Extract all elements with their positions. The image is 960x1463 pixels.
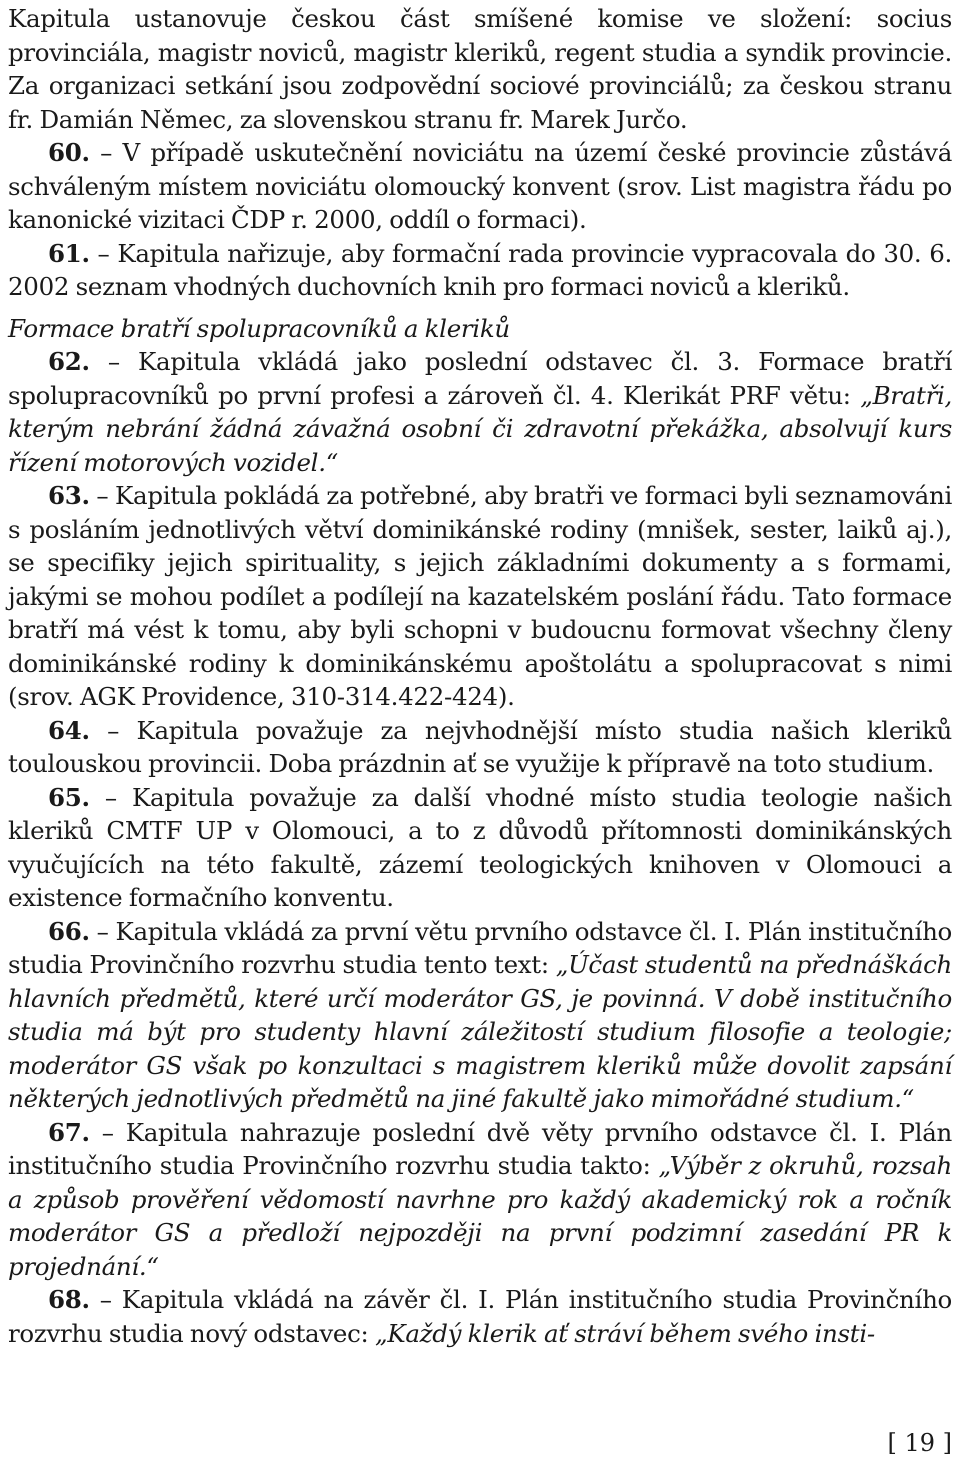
- paragraph-p68: [8, 1283, 952, 1350]
- paragraph-p63: [8, 479, 952, 714]
- paragraph-text: Formace bratří spolupracovníků a kleriků: [8, 313, 510, 343]
- paragraph-p60: [8, 136, 952, 237]
- paragraph-text: – Kapitula nahrazuje poslední dvě věty prvního odstavce čl. I. Plán institučního studia Provinčního rozvrhu studia takto:: [8, 1117, 952, 1180]
- page-number: [ 19 ]: [887, 1429, 952, 1457]
- paragraph-number: 65.: [48, 782, 90, 812]
- paragraph-p66: [8, 915, 952, 1116]
- paragraph-p67: [8, 1116, 952, 1284]
- paragraph-number: 68.: [48, 1285, 90, 1314]
- paragraph-text: – Kapitula vkládá na závěr čl. I. Plán institučního studia Provinčního rozvrhu studia nový odstavec:: [8, 1285, 952, 1348]
- paragraph-number: 64.: [48, 715, 90, 745]
- paragraph-p64: [8, 714, 952, 781]
- paragraph-text: – Kapitula pokládá za potřebné, aby bratři ve formaci byli seznamováni s posláním jednotlivých větví dominikánské rodiny (mnišek, sester, laiků aj.), se specifiky jejich spirituality, s jejich základními dokumenty a s formami, jakými se mohou podílet a podílejí na kazatelském poslání řádu. Tato formace bratří má vést k tomu, aby byli schopni v budoucnu formovat všechny členy dominikánské rodiny k dominikánskému apoštolátu a spolupracovat s nimi (srov. AGK Providence, 310-314.422-424).: [8, 481, 952, 711]
- paragraph-text: – Kapitula vkládá za první větu prvního odstavce čl. I. Plán institučního studia Provinčního rozvrhu studia tento text:: [8, 916, 952, 979]
- paragraph-p62: [8, 345, 952, 479]
- paragraph-p65: [8, 781, 952, 915]
- quoted-text: „Bratři, kterým nebrání žádná závažná osobní či zdravotní překážka, absolvují kurs řízení motorových vozidel.“: [8, 380, 952, 477]
- paragraph-number: 63.: [48, 481, 90, 510]
- quoted-text: „Výběr z okruhů, rozsah a způsob prověření vědomostí navrhne pro každý akademický rok a ročník moderátor GS a předloží nejpozději na první podzimní zasedání PR k projednání.“: [8, 1151, 952, 1281]
- paragraph-number: 67.: [48, 1117, 90, 1147]
- paragraph-text: – Kapitula považuje za další vhodné místo studia teologie našich kleriků CMTF UP v Olomouci, a to z důvodů přítomnosti dominikánských vyučujících na této fakultě, zázemí teologických knihoven v Olomouci a existence formačního konventu.: [8, 782, 952, 912]
- paragraph-text: Kapitula ustanovuje českou část smíšené komise ve složení: socius provinciála, magistr noviců, magistr kleriků, regent studia a syndik provincie. Za organizaci setkání jsou zodpovědní sociové provinciálů; za českou stranu fr. Damián Němec, za slovenskou stranu fr. Marek Jurčo.: [8, 4, 952, 134]
- paragraph-p-chapter-commission: [8, 2, 952, 136]
- paragraph-p61: [8, 237, 952, 304]
- paragraph-text: – V případě uskutečnění noviciátu na území české provincie zůstává schváleným místem noviciátu olomoucký konvent (srov. List magistra řádu po kanonické vizitaci ČDP r. 2000, oddíl o formaci).: [8, 138, 952, 234]
- section-heading: [8, 312, 952, 346]
- paragraph-text: – Kapitula považuje za nejvhodnější místo studia našich kleriků toulouskou provincii. Doba prázdnin ať se využije k přípravě na toto studium.: [8, 715, 952, 778]
- quoted-text: „Účast studentů na přednáškách hlavních předmětů, které určí moderátor GS, je povinná. V době institučního studia má být pro studenty hlavní záležitostí studium filosofie a teologie; moderátor GS však po konzultaci s magistrem kleriků může dovolit zapsání některých jednotlivých předmětů na jiné fakultě jako mimořádné studium.“: [8, 950, 952, 1113]
- paragraph-text: – Kapitula nařizuje, aby formační rada provincie vypracovala do 30. 6. 2002 seznam vhodných duchovních knih pro formaci noviců a kleriků.: [8, 238, 952, 301]
- paragraph-number: 60.: [48, 138, 90, 167]
- quoted-text: „Každý klerik ať stráví během svého insti-: [374, 1318, 875, 1348]
- paragraph-number: 62.: [48, 347, 90, 376]
- document-page: [8, 2, 952, 1350]
- paragraph-text: – Kapitula vkládá jako poslední odstavec čl. 3. Formace bratří spolupracovníků po první profesi a zároveň čl. 4. Klerikát PRF větu:: [8, 347, 952, 410]
- paragraph-number: 66.: [48, 916, 90, 946]
- paragraph-number: 61.: [48, 238, 90, 268]
